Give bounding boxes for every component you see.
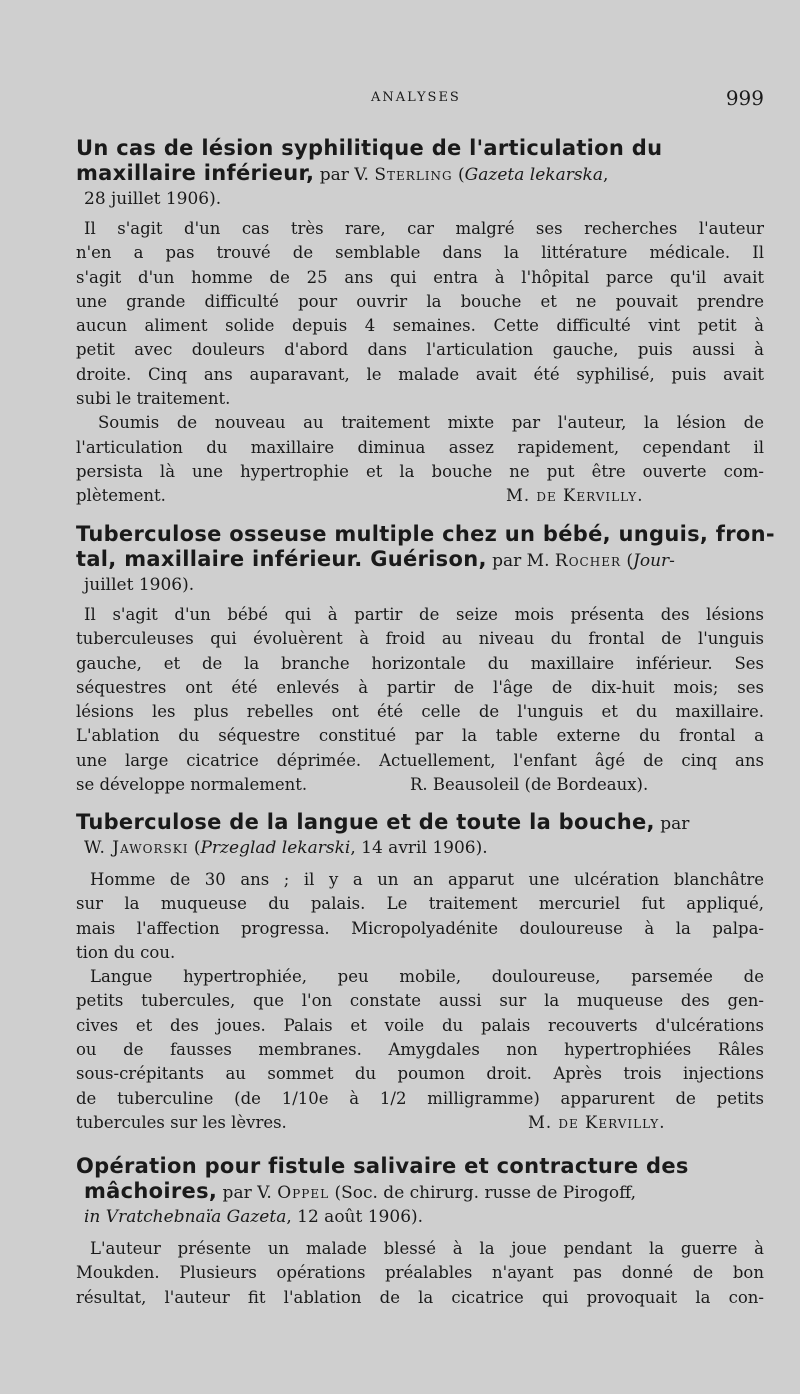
- article-title: maxillaire inférieur,: [76, 161, 315, 185]
- text-line: mais l'affection progressa. Micropolyadénite douloureuse à la palpa-: [76, 918, 764, 938]
- citation-date: juillet 1906).: [84, 575, 195, 595]
- source: (Soc. de chirurg. russe de Pirogoff,: [329, 1183, 637, 1203]
- text-line: n'en a pas trouvé de semblable dans la littérature médicale. Il: [76, 243, 764, 263]
- text-line: se développe normalement.: [76, 775, 308, 795]
- article-title: tal, maxillaire inférieur. Guérison,: [76, 547, 487, 571]
- text-line: gauche, et de la branche horizontale du maxillaire inférieur. Ses: [76, 653, 764, 673]
- text-line: tubercules sur les lèvres.: [76, 1112, 287, 1132]
- source: in Vratchebnaïa Gazeta: [84, 1207, 287, 1227]
- source: Jour-: [633, 551, 675, 571]
- signature: M. de Kervilly.: [528, 1112, 666, 1132]
- text-line: cives et des joues. Palais et voile du palais recouverts d'ulcérations: [76, 1015, 764, 1035]
- text-line: subi le traitement.: [76, 389, 231, 409]
- text-line: L'ablation du séquestre constitué par la table externe du frontal a: [76, 726, 764, 746]
- text-line: droite. Cinq ans auparavant, le malade avait été syphilisé, puis avait: [76, 364, 764, 384]
- text-line: petits tubercules, que l'on constate aussi sur la muqueuse des gen-: [76, 991, 764, 1011]
- article-body: [76, 603, 764, 797]
- text-line: séquestres ont été enlevés à partir de l'âge de dix-huit mois; ses: [76, 677, 764, 697]
- text-line: s'agit d'un homme de 25 ans qui entra à l'hôpital parce qu'il avait: [76, 267, 764, 287]
- article-body: [76, 868, 764, 1135]
- text-line: persista là une hypertrophie et la bouche ne put être ouverte com-: [76, 461, 764, 481]
- article-title: Tuberculose osseuse multiple chez un bébé, unguis, fron-: [76, 522, 775, 546]
- article-title: mâchoires,: [84, 1179, 218, 1203]
- text-line: Il s'agit d'un bébé qui à partir de seize mois présenta des lésions: [84, 605, 764, 624]
- article-1: Un cas de lésion syphilitique de l'articulation du maxillaire inférieur, par V. Sterling (Gazeta lekarska, 28 juillet 1906). Il s'agit d'un cas très rare, car malgré ses recherches l'auteur n'en a pas trouvé de semblable dans la littérature médicale. Il s'agit d'un homme de 25 ans qui entra à l'hôpital parce qu'il avait une grande difficulté pour ouvrir la bouche et ne pouvait prendre aucun aliment solide depuis 4 semaines. Cette difficulté vint petit à petit avec douleurs d'abord dans l'articulation gauche, puis aussi à droite. Cinq ans auparavant, le malade avait été syphilisé, puis avait subi le traitement. Soumis de nouveau au traitement mixte par l'auteur, la lésion de l'articulation du maxillaire diminua assez rapidement, cependant il persista là une hypertrophie et la bouche ne put être ouverte com- plètement. M. de Kervilly.: [76, 136, 764, 509]
- signature: R. Beausoleil (de Bordeaux).: [410, 775, 649, 795]
- article-title: Opération pour fistule salivaire et contracture des: [76, 1154, 689, 1178]
- author: Oppel: [277, 1183, 330, 1203]
- article-2: Tuberculose osseuse multiple chez un bébé, unguis, fron- tal, maxillaire inférieur. Guérison, par M. Rocher (Jour- juillet 1906). Il s'agit d'un bébé qui à partir de seize mois présenta des lésions tuberculeuses qui évoluèrent à froid au niveau du frontal de l'unguis gauche, et de la branche horizontale du maxillaire inférieur. Ses séquestres ont été enlevés à partir de l'âge de dix-huit mois; ses lésions les plus rebelles ont été celle de l'unguis et du maxillaire. L'ablation du séquestre constitué par la table externe du frontal a une large cicatrice déprimée. Actuellement, l'enfant âgé de cinq ans se développe normalement. R. Beausoleil (de Bordeaux).: [76, 522, 764, 797]
- author: W. Jaworski: [84, 838, 189, 858]
- signature: M. de Kervilly.: [506, 486, 644, 506]
- article-4: Opération pour fistule salivaire et contracture des mâchoires, par V. Oppel (Soc. de chirurg. russe de Pirogoff, in Vratchebnaïa Gazeta, 12 août 1906). L'auteur présente un malade blessé à la joue pendant la guerre à Moukden. Plusieurs opérations préalables n'ayant pas donné de bon résultat, l'auteur fit l'ablation de la cicatrice qui provoquait la con-: [76, 1154, 764, 1310]
- text-line: Il s'agit d'un cas très rare, car malgré ses recherches l'auteur: [84, 219, 764, 238]
- source: Przeglad lekarski: [200, 838, 351, 858]
- text-line: une large cicatrice déprimée. Actuellement, l'enfant âgé de cinq ans: [76, 750, 764, 770]
- page-header: [76, 88, 764, 118]
- text-line: Homme de 30 ans ; il y a un an apparut une ulcération blanchâtre: [90, 870, 764, 889]
- text-line: aucun aliment solide depuis 4 semaines. Cette difficulté vint petit à: [76, 316, 764, 336]
- text-line: Soumis de nouveau au traitement mixte par l'auteur, la lésion de: [98, 413, 764, 433]
- text-line: Moukden. Plusieurs opérations préalables n'ayant pas donné de bon: [76, 1263, 764, 1283]
- text-line: plètement.: [76, 486, 166, 506]
- text-line: l'articulation du maxillaire diminua assez rapidement, cependant il: [76, 437, 764, 457]
- author: Rocher: [554, 551, 621, 571]
- article-title: Tuberculose de la langue et de toute la bouche,: [76, 810, 655, 834]
- text-line: sous-crépitants au sommet du poumon droit. Après trois injections: [76, 1064, 764, 1084]
- author: Sterling: [374, 165, 453, 185]
- text-line: sur la muqueuse du palais. Le traitement mercuriel fut appliqué,: [76, 894, 764, 914]
- text-line: tion du cou.: [76, 942, 176, 962]
- page-number: 999: [725, 86, 764, 110]
- text-line: L'auteur présente un malade blessé à la joue pendant la guerre à: [90, 1239, 764, 1258]
- article-title: Un cas de lésion syphilitique de l'articulation du: [76, 136, 663, 160]
- text-line: ou de fausses membranes. Amygdales non hypertrophiées Râles: [76, 1040, 764, 1060]
- citation-date: 28 juillet 1906).: [84, 189, 222, 209]
- text-line: lésions les plus rebelles ont été celle de l'unguis et du maxillaire.: [76, 702, 764, 722]
- article-body: [76, 1237, 764, 1310]
- text-line: de tuberculine (de 1/10e à 1/2 milligramme) apparurent de petits: [76, 1088, 764, 1108]
- article-3: Tuberculose de la langue et de toute la bouche, par W. Jaworski (Przeglad lekarski, 14 avril 1906). Homme de 30 ans ; il y a un an apparut une ulcération blanchâtre sur la muqueuse du palais. Le traitement mercuriel fut appliqué, mais l'affection progressa. Micropolyadénite douloureuse à la palpa- tion du cou. Langue hypertrophiée, peu mobile, douloureuse, parsemée de petits tubercules, que l'on constate aussi sur la muqueuse des gen- cives et des joues. Palais et voile du palais recouverts d'ulcérations ou de fausses membranes. Amygdales non hypertrophiées Râles sous-crépitants au sommet du poumon droit. Après trois injections de tuberculine (de 1/10e à 1/2 milligramme) apparurent de petits tubercules sur les lèvres. M. de Kervilly.: [76, 810, 764, 1135]
- text-line: Langue hypertrophiée, peu mobile, douloureuse, parsemée de: [90, 967, 764, 987]
- article-body: [76, 217, 764, 509]
- text-line: petit avec douleurs d'abord dans l'articulation gauche, puis aussi à: [76, 340, 764, 360]
- running-title: ANALYSES: [371, 90, 461, 105]
- source: Gazeta lekarska: [464, 165, 603, 185]
- text-line: une grande difficulté pour ouvrir la bouche et ne pouvait prendre: [76, 291, 764, 311]
- text-line: tuberculeuses qui évoluèrent à froid au niveau du frontal de l'unguis: [76, 629, 764, 649]
- text-line: résultat, l'auteur fit l'ablation de la cicatrice qui provoquait la con-: [76, 1287, 764, 1307]
